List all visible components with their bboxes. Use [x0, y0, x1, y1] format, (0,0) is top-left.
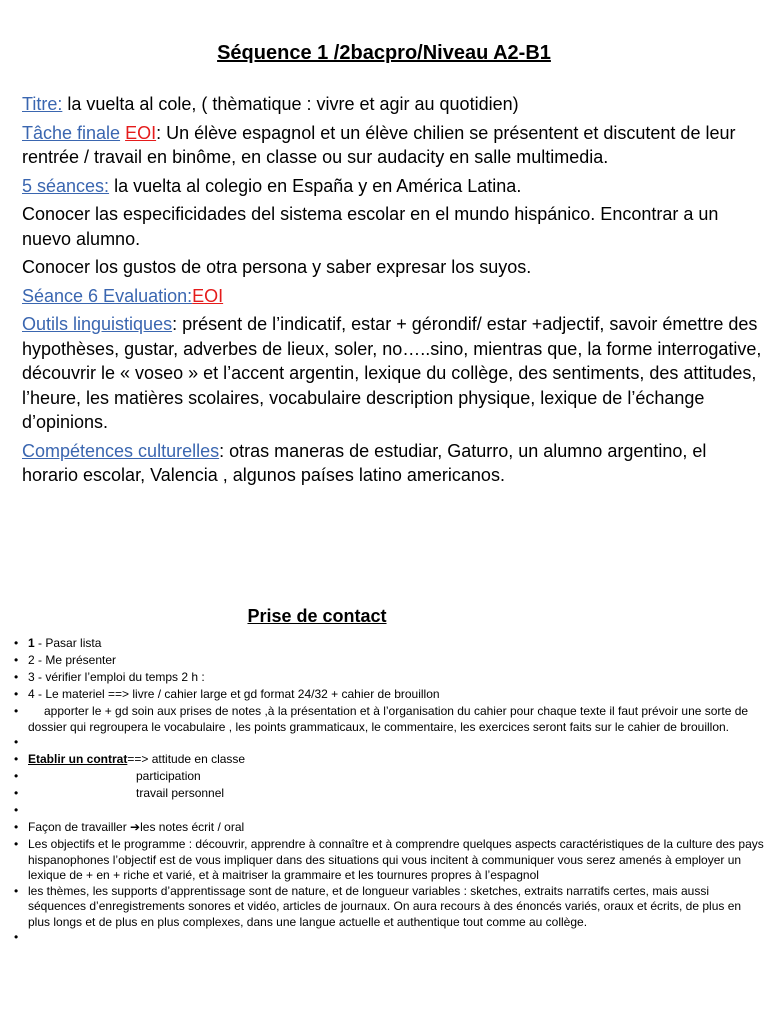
- contrat-label: Etablir un contrat: [28, 752, 128, 766]
- titre-text: la vuelta al cole, ( thèmatique : vivre et agir au quotidien): [62, 94, 519, 114]
- list-item: • Les objectifs et le programme : découvrir, apprendre à connaître et à comprendre quelques aspects caractéristiques de la culture des pays hispanophones l’objectif est de vous impliquer dans des situations qui vous incitent à communiquer vous serez amenés à employer un lexique de + en + riche et varié, et à maitriser la grammaire et les tournures propres à l’espagnol: [14, 837, 764, 884]
- tache-text: : Un élève espagnol et un élève chilien se présentent et discutent de leur rentrée / travail en binôme, en classe ou sur audacity en salle multimedia.: [22, 122, 736, 167]
- travail-text: travail personnel: [136, 786, 225, 800]
- list-item: [14, 820, 764, 837]
- seance6-line: [22, 284, 762, 309]
- page-title: Séquence 1 /2bacpro/Niveau A2-B1: [217, 42, 551, 64]
- facon-rest: les notes écrit / oral: [140, 820, 245, 834]
- conocer-line-2: Conocer los gustos de otra persona y saber expresar los suyos.: [22, 257, 532, 277]
- seance6-label: Séance 6 Evaluation:: [22, 285, 193, 306]
- titre-line: [22, 92, 762, 117]
- competences-line: [22, 439, 762, 488]
- list-item: [14, 769, 764, 786]
- list-item: • 2 - Me présenter: [14, 653, 764, 670]
- empty-list-item: [14, 735, 764, 752]
- seances-text: la vuelta al colegio en España y en América Latina.: [109, 175, 522, 196]
- facon-text: Façon de travailler: [28, 820, 131, 834]
- item5-text: apporter le + gd soin aux prises de notes ,à la présentation et à l’organisation du cahier pour chaque texte il faut prévoir une sorte de dossier qui regroupera le vocabulaire , les points grammaticaux, le commentaire, les exercices seront faits sur le cahier de brouillon.: [28, 704, 749, 734]
- contact-title: Prise de contact: [247, 606, 387, 626]
- outils-line: [22, 312, 762, 435]
- outils-label: Outils linguistiques: [22, 314, 173, 334]
- tache-label: Tâche finale: [22, 122, 121, 143]
- seance6-eoi: EOI: [192, 285, 224, 306]
- list-item: • les thèmes, les supports d’apprentissage sont de nature, et de longueur variables : sketches, extraits narratifs certes, mais aussi séquences d’enregistrements sonores et vidéo, articles de journaux. On aura recours à des énoncés variés, oraux et écrits, de plus en plus longs et de plus en plus complexes, dans une langue actuelle et authentique tout comme au collège.: [14, 884, 764, 931]
- participation-text: participation: [136, 769, 201, 783]
- competences-label: Compétences culturelles: [22, 440, 220, 461]
- list-item: [14, 636, 764, 653]
- outils-text: : présent de l’indicatif, estar + gérondif/ estar +adjectif, savoir émettre des hypothèses, gustar, adverbes de lieux, soler, no…..sino, mientras que, la forme interrogative, découvrir le « voseo » et l’accent argentin, lexique du collège, des sentiments, des attitudes, l’heure, les matières scolaires, vocabulaire description physique, lexique de l’échange d’opinions.: [22, 314, 762, 432]
- list-item: • 4 - Le materiel ==> livre / cahier large et gd format 24/32 + cahier de brouillon: [14, 687, 764, 704]
- list-item: [14, 786, 764, 803]
- tache-line: [22, 121, 762, 170]
- seances-label: 5 séances:: [22, 175, 110, 196]
- titre-label: Titre:: [22, 94, 63, 114]
- seances-line: [22, 174, 762, 199]
- list-item: [14, 704, 764, 735]
- tache-eoi: EOI: [125, 122, 157, 143]
- empty-list-item: [14, 930, 764, 947]
- item1-text: - Pasar lista: [34, 636, 102, 650]
- contrat-text: ==> attitude en classe: [127, 752, 246, 766]
- empty-list-item: [14, 803, 764, 820]
- item1-number: 1: [28, 636, 35, 650]
- list-item: • 3 - vérifier l’emploi du temps 2 h :: [14, 670, 764, 687]
- conocer-line-1: Conocer las especificidades del sistema escolar en el mundo hispánico. Encontrar a un nuevo alumno.: [22, 204, 719, 249]
- arrow-icon: ➔: [130, 820, 141, 834]
- contact-list: [14, 636, 764, 947]
- sequence-overview: [22, 92, 762, 492]
- competences-text: : otras maneras de estudiar, Gaturro, un alumno argentino, el horario escolar, Valencia , algunos países latino americanos.: [22, 440, 707, 485]
- list-item: [14, 752, 764, 769]
